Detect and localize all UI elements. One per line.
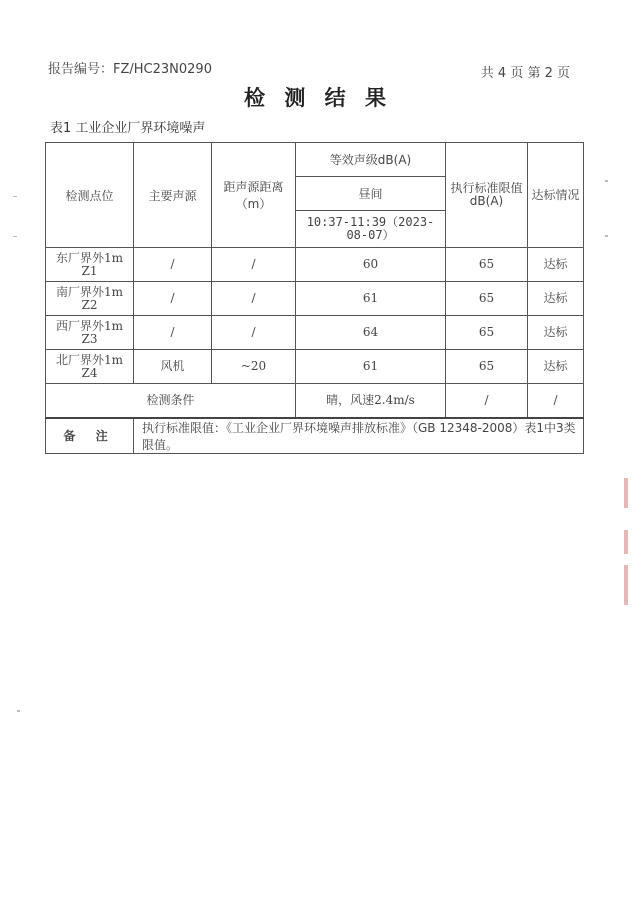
condition-row	[46, 384, 584, 418]
table-row	[46, 350, 584, 384]
cell-point: 南厂界外1m Z2	[46, 282, 134, 316]
cell-source: /	[134, 282, 212, 316]
condition-status: /	[528, 384, 584, 418]
remark-label: 备 注	[46, 418, 134, 454]
condition-label: 检测条件	[46, 384, 296, 418]
cell-status: 达标	[528, 316, 584, 350]
report-number: 报告编号：FZ/HC23N0290	[48, 62, 212, 77]
table-row	[46, 282, 584, 316]
cell-value: 61	[296, 350, 446, 384]
scan-mark	[605, 180, 608, 182]
cell-status: 达标	[528, 282, 584, 316]
cell-distance: /	[212, 316, 296, 350]
table-row	[46, 316, 584, 350]
scan-mark	[17, 710, 20, 712]
scan-mark	[13, 236, 17, 237]
cell-distance: ~20	[212, 350, 296, 384]
remark-row	[46, 418, 584, 454]
cell-limit: 65	[446, 350, 528, 384]
seal-edge-mark	[624, 565, 628, 605]
cell-limit: 65	[446, 248, 528, 282]
condition-limit: /	[446, 384, 528, 418]
remark-text: 执行标准限值：《工业企业厂界环境噪声排放标准》（GB 12348-2008）表1中3类限值。	[134, 418, 584, 454]
header-source: 主要声源	[134, 143, 212, 248]
results-table	[45, 142, 584, 454]
cell-point: 北厂界外1m Z4	[46, 350, 134, 384]
cell-point: 西厂界外1m Z3	[46, 316, 134, 350]
header-distance: 距声源距离（m）	[212, 143, 296, 248]
page-info: 共 4 页 第 2 页	[480, 66, 570, 81]
scan-mark	[605, 235, 608, 237]
header-time: 10:37-11:39（2023-08-07）	[296, 211, 446, 248]
cell-limit: 65	[446, 316, 528, 350]
header-leq: 等效声级dB(A)	[296, 143, 446, 177]
seal-edge-mark	[624, 478, 628, 508]
scan-mark	[13, 196, 17, 197]
cell-source: /	[134, 248, 212, 282]
header-status: 达标情况	[528, 143, 584, 248]
cell-distance: /	[212, 248, 296, 282]
cell-source: /	[134, 316, 212, 350]
cell-status: 达标	[528, 248, 584, 282]
page-title: 检 测 结 果	[244, 86, 392, 110]
table-row	[46, 248, 584, 282]
condition-value: 晴，风速2.4m/s	[296, 384, 446, 418]
cell-value: 60	[296, 248, 446, 282]
cell-limit: 65	[446, 282, 528, 316]
cell-value: 61	[296, 282, 446, 316]
cell-status: 达标	[528, 350, 584, 384]
cell-value: 64	[296, 316, 446, 350]
cell-source: 风机	[134, 350, 212, 384]
header-standard: 执行标准限值dB(A)	[446, 143, 528, 248]
table-caption: 表1 工业企业厂界环境噪声	[50, 121, 206, 136]
header-daytime: 昼间	[296, 177, 446, 211]
cell-point: 东厂界外1m Z1	[46, 248, 134, 282]
cell-distance: /	[212, 282, 296, 316]
seal-edge-mark	[624, 530, 628, 554]
header-point: 检测点位	[46, 143, 134, 248]
